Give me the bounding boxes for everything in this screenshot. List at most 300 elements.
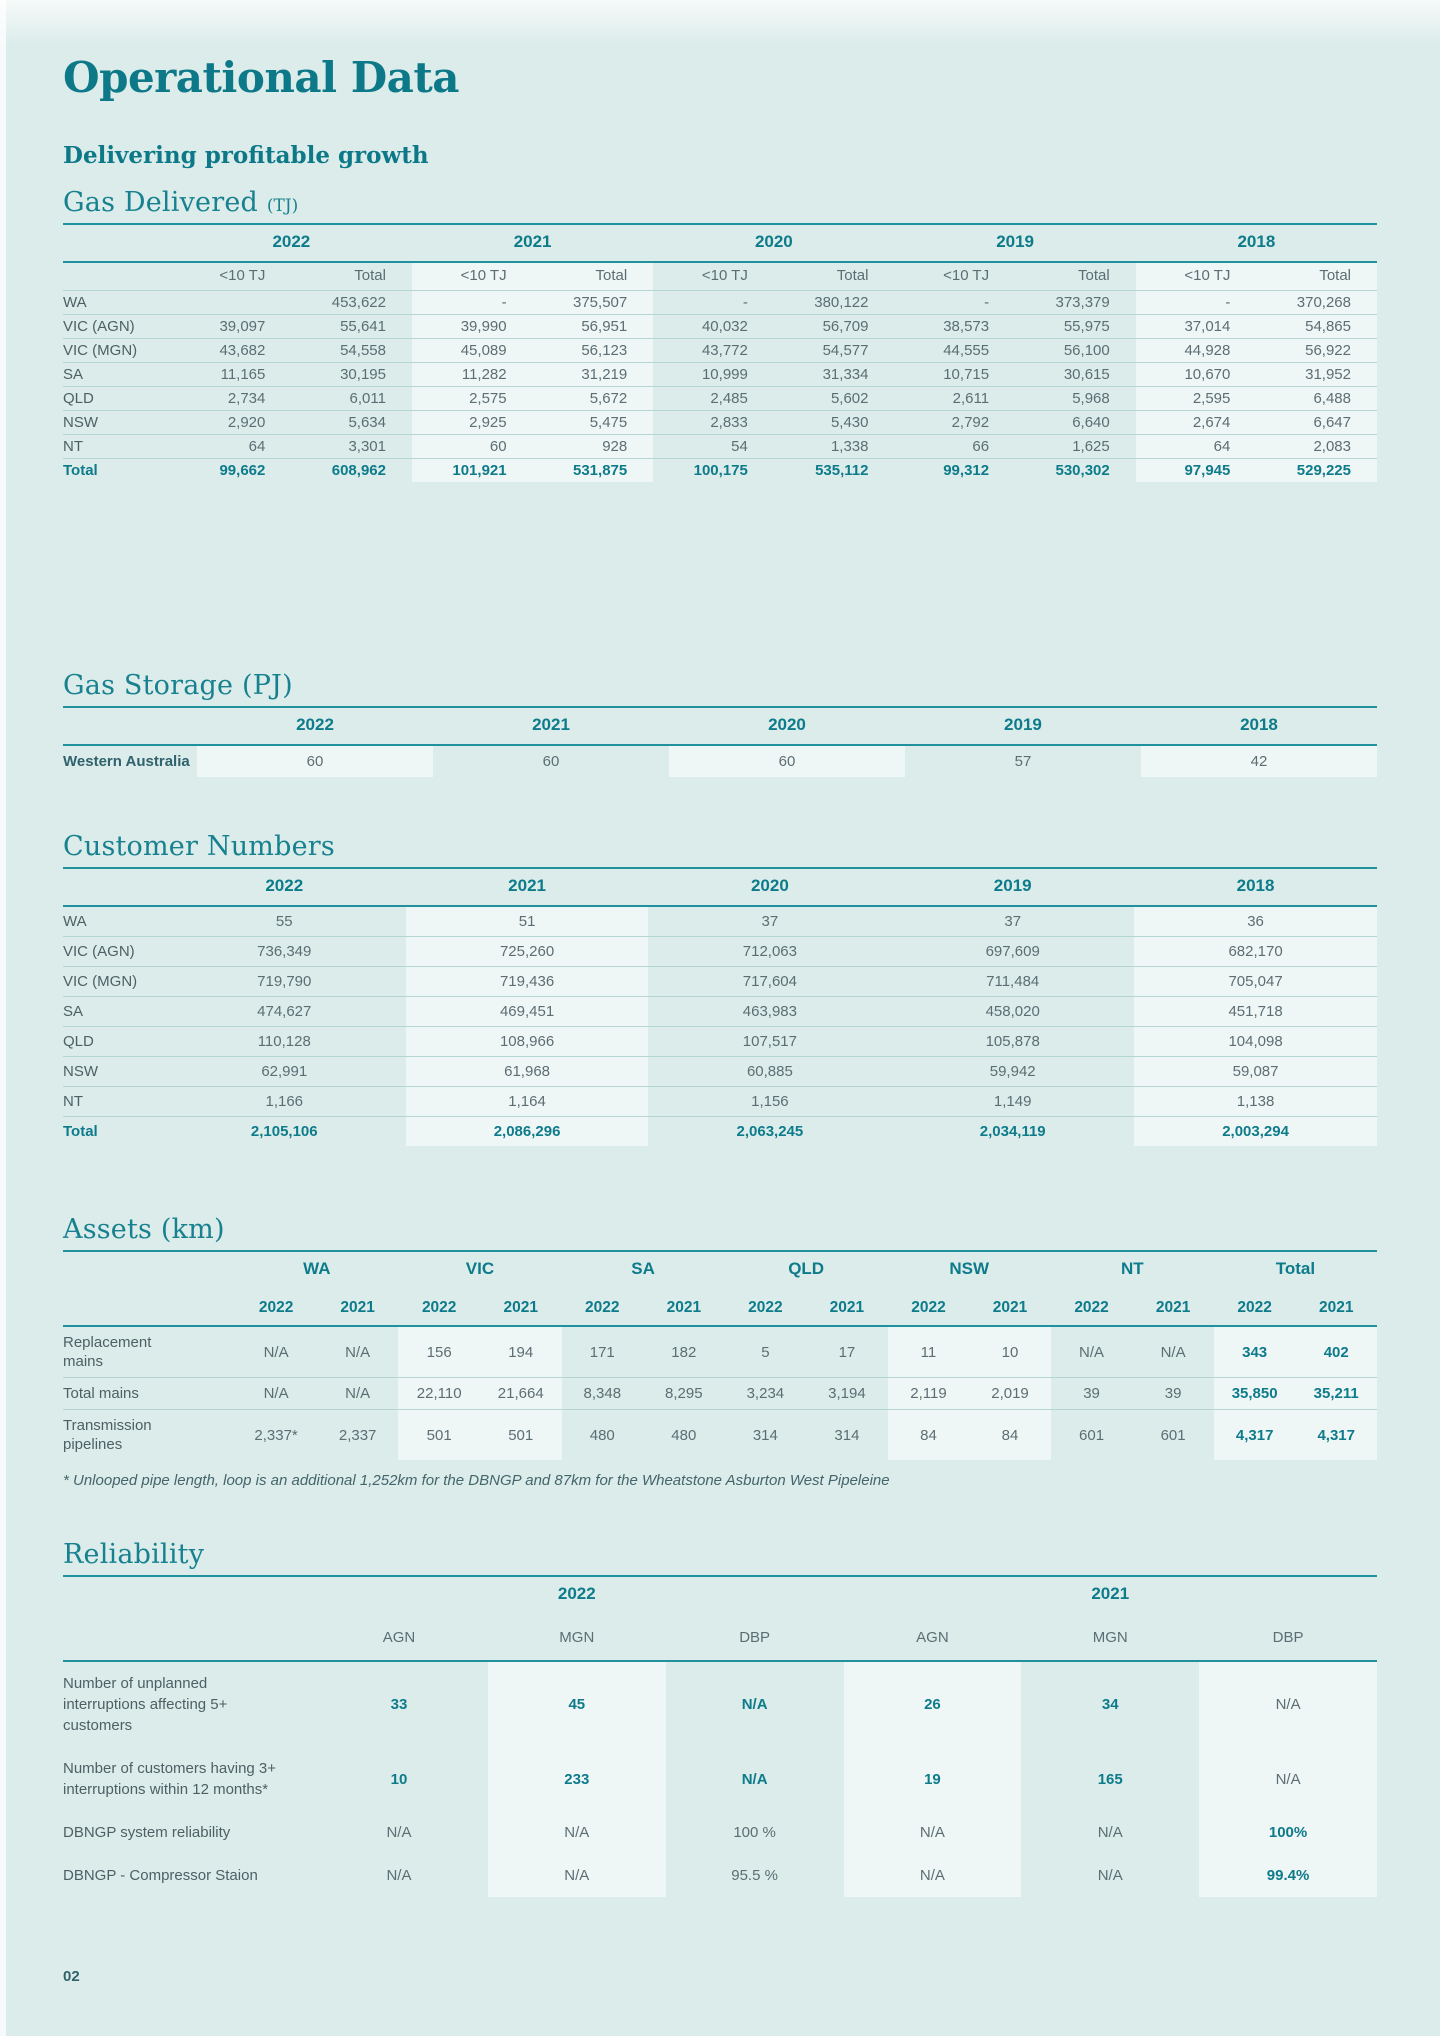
value-cell: N/A: [1199, 1747, 1377, 1811]
value-cell: 2,674: [1136, 411, 1257, 435]
year-header: 2018: [1134, 868, 1377, 906]
value-cell: 54: [653, 435, 774, 459]
table-row: [63, 315, 1377, 339]
value-cell: 10,999: [653, 363, 774, 387]
value-cell: 22,110: [398, 1378, 480, 1410]
value-cell: 56,100: [1015, 339, 1136, 363]
value-cell: 95.5 %: [731, 1867, 778, 1885]
row-label: VIC (MGN): [63, 339, 171, 363]
value-cell: [171, 291, 292, 315]
value-cell: 6,488: [1256, 387, 1377, 411]
value-cell: 60: [412, 435, 533, 459]
year-header: 2022: [171, 224, 412, 262]
value-cell: 3,301: [291, 435, 412, 459]
value-cell: 2,003,294: [1134, 1117, 1377, 1147]
value-cell: 55,975: [1015, 315, 1136, 339]
value-cell: 57: [1014, 753, 1032, 771]
value-cell: 60: [197, 745, 433, 777]
year-header: 2018: [1136, 224, 1377, 262]
gas-delivered-unit: (TJ): [266, 196, 299, 217]
value-cell: 101,921: [412, 459, 533, 483]
value-cell: 2,019: [969, 1378, 1051, 1410]
value-cell: 45: [488, 1661, 666, 1747]
value-cell: 108,966: [406, 1027, 649, 1057]
section-gas-delivered: [63, 187, 1377, 482]
subcolumn-header: <10 TJ: [943, 267, 990, 285]
value-cell: N/A: [844, 1811, 1022, 1854]
region-header: WA: [303, 1259, 331, 1279]
value-cell: 30,195: [291, 363, 412, 387]
value-cell: 1,625: [1015, 435, 1136, 459]
page-title: Operational Data: [63, 53, 459, 102]
column-header: [63, 707, 197, 745]
value-cell: 2,925: [412, 411, 533, 435]
region-header: Total: [1275, 1259, 1316, 1279]
year-header: 2021: [480, 1288, 562, 1326]
column-header: [63, 1288, 235, 1326]
value-cell: 402: [1295, 1326, 1377, 1378]
value-cell: 59,087: [1134, 1057, 1377, 1087]
column-header: [63, 262, 171, 291]
table-row: [63, 339, 1377, 363]
gas-delivered-heading: [63, 187, 1377, 218]
year-header: 2022: [235, 1288, 317, 1326]
value-cell: 182: [671, 1343, 697, 1361]
table-row: [63, 291, 1377, 315]
value-cell: 725,260: [406, 937, 649, 967]
value-cell: N/A: [317, 1378, 399, 1410]
value-cell: 6,640: [1015, 411, 1136, 435]
column-header: [63, 224, 171, 262]
row-label: Number of unplanned interruptions affecting 5+ customers: [63, 1675, 228, 1735]
region-header: NSW: [949, 1259, 990, 1279]
value-cell: 43,682: [171, 339, 292, 363]
table-row: [63, 435, 1377, 459]
value-cell: 10,670: [1136, 363, 1257, 387]
value-cell: 30,615: [1015, 363, 1136, 387]
value-cell: 1,138: [1134, 1087, 1377, 1117]
table-row: [63, 1326, 1377, 1378]
row-label: QLD: [63, 1027, 163, 1057]
value-cell: N/A: [386, 1824, 412, 1842]
subcolumn-header: Total: [1078, 267, 1110, 285]
row-label: Western Australia: [63, 753, 190, 771]
subcolumn-header: <10 TJ: [412, 262, 533, 291]
value-cell: N/A: [844, 1854, 1022, 1897]
year-header: 2020: [648, 868, 891, 906]
value-cell: N/A: [263, 1343, 289, 1361]
value-cell: 64: [171, 435, 292, 459]
subcolumn-header: Total: [354, 267, 386, 285]
subcolumn-header: <10 TJ: [219, 267, 266, 285]
value-cell: 530,302: [1015, 459, 1136, 483]
year-header: 2021: [412, 224, 653, 262]
year-header: 2021: [1295, 1288, 1377, 1326]
region-header: NT: [1120, 1259, 1144, 1279]
value-cell: 56,951: [533, 315, 654, 339]
value-cell: 35,211: [1295, 1378, 1377, 1410]
value-cell: 51: [406, 906, 649, 937]
value-cell: 99,312: [894, 459, 1015, 483]
value-cell: 171: [589, 1343, 615, 1361]
value-cell: 35,850: [1214, 1378, 1296, 1410]
table-row: [63, 967, 1377, 997]
table-row: [63, 1057, 1377, 1087]
value-cell: 107,517: [648, 1027, 891, 1057]
header-row: [63, 1613, 1377, 1661]
value-cell: -: [412, 291, 533, 315]
value-cell: 105,878: [891, 1027, 1134, 1057]
value-cell: 529,225: [1256, 459, 1377, 483]
value-cell: 370,268: [1256, 291, 1377, 315]
year-header: 2018: [1141, 707, 1377, 745]
value-cell: 2,611: [894, 387, 1015, 411]
value-cell: 8,348: [562, 1378, 644, 1410]
value-cell: N/A: [345, 1343, 371, 1361]
value-cell: N/A: [488, 1811, 666, 1854]
region-header: SA: [631, 1259, 655, 1279]
table-row: [63, 1811, 1377, 1854]
value-cell: 373,379: [1015, 291, 1136, 315]
row-label: NSW: [63, 1057, 163, 1087]
row-label: Replacement mains: [63, 1334, 152, 1371]
value-cell: 2,920: [171, 411, 292, 435]
gas-storage-table: [63, 706, 1377, 777]
value-cell: N/A: [1160, 1343, 1186, 1361]
value-cell: 39,990: [412, 315, 533, 339]
table-row: [63, 411, 1377, 435]
value-cell: N/A: [235, 1378, 317, 1410]
page-subtitle: Delivering profitable growth: [63, 142, 429, 170]
row-label: VIC (MGN): [63, 967, 163, 997]
value-cell: 31,219: [533, 363, 654, 387]
header-row: [63, 224, 1377, 262]
operator-header: MGN: [488, 1613, 666, 1661]
value-cell: 5,672: [533, 387, 654, 411]
row-label: Number of customers having 3+ interruptions within 12 months*: [63, 1760, 277, 1799]
value-cell: 156: [398, 1326, 480, 1378]
value-cell: 84: [888, 1410, 970, 1461]
year-header: 2019: [894, 224, 1135, 262]
subcolumn-header: <10 TJ: [1136, 262, 1257, 291]
year-header: 2022: [725, 1288, 807, 1326]
year-header: 2021: [1132, 1288, 1214, 1326]
value-cell: 31,334: [774, 363, 895, 387]
value-cell: 62,991: [163, 1057, 406, 1087]
value-cell: 1,338: [774, 435, 895, 459]
year-header: 2022: [163, 868, 406, 906]
value-cell: 380,122: [774, 291, 895, 315]
reliability-table: [63, 1575, 1377, 1897]
value-cell: 39: [1132, 1378, 1214, 1410]
value-cell: 2,105,106: [163, 1117, 406, 1147]
value-cell: N/A: [741, 1770, 768, 1788]
value-cell: 40,032: [653, 315, 774, 339]
row-label: NSW: [63, 411, 171, 435]
row-label: WA: [63, 291, 171, 315]
value-cell: 501: [480, 1410, 562, 1461]
operator-header: DBP: [1199, 1613, 1377, 1661]
value-cell: 42: [1141, 745, 1377, 777]
table-row: [63, 1661, 1377, 1747]
value-cell: 44,928: [1136, 339, 1257, 363]
value-cell: 705,047: [1134, 967, 1377, 997]
table-row: [63, 1087, 1377, 1117]
header-row: [63, 1251, 1377, 1288]
value-cell: N/A: [1097, 1867, 1123, 1885]
value-cell: 458,020: [891, 997, 1134, 1027]
header-row: [63, 1576, 1377, 1613]
table-row: [63, 937, 1377, 967]
value-cell: 55,641: [291, 315, 412, 339]
value-cell: 39,097: [171, 315, 292, 339]
year-header: 2021: [806, 1288, 888, 1326]
year-header: 2021: [1091, 1584, 1130, 1604]
value-cell: 3,194: [806, 1378, 888, 1410]
table-row: [63, 1747, 1377, 1811]
value-cell: 712,063: [648, 937, 891, 967]
table-row: [63, 387, 1377, 411]
value-cell: 601: [1132, 1410, 1214, 1461]
column-header: [63, 868, 163, 906]
table-row: [63, 459, 1377, 483]
value-cell: 34: [1101, 1696, 1119, 1714]
value-cell: 233: [488, 1747, 666, 1811]
page-number: 02: [63, 1968, 80, 1985]
value-cell: 5: [761, 1343, 770, 1361]
value-cell: 54,865: [1256, 315, 1377, 339]
row-label: DBNGP - Compressor Staion: [63, 1867, 258, 1885]
value-cell: 3,234: [725, 1378, 807, 1410]
year-header: 2020: [669, 707, 905, 745]
operator-header: DBP: [666, 1613, 844, 1661]
value-cell: 531,875: [533, 459, 654, 483]
section-assets: [63, 1214, 1377, 1489]
year-header: 2022: [557, 1584, 596, 1604]
value-cell: 33: [390, 1696, 408, 1714]
value-cell: 717,604: [648, 967, 891, 997]
value-cell: 6,011: [291, 387, 412, 411]
value-cell: 2,792: [894, 411, 1015, 435]
value-cell: 2,337: [317, 1410, 399, 1461]
value-cell: 474,627: [163, 997, 406, 1027]
year-header: 2021: [969, 1288, 1051, 1326]
value-cell: 56,709: [774, 315, 895, 339]
row-label: QLD: [63, 387, 171, 411]
value-cell: 64: [1136, 435, 1257, 459]
value-cell: 194: [480, 1326, 562, 1378]
year-header: 2021: [643, 1288, 725, 1326]
row-label: Total: [63, 1117, 163, 1147]
value-cell: 1,166: [163, 1087, 406, 1117]
value-cell: 19: [844, 1747, 1022, 1811]
value-cell: 84: [969, 1410, 1051, 1461]
year-header: 2019: [905, 707, 1141, 745]
row-label: SA: [63, 997, 163, 1027]
value-cell: 5,602: [774, 387, 895, 411]
row-label: SA: [63, 363, 171, 387]
value-cell: 1,156: [648, 1087, 891, 1117]
table-row: [63, 1027, 1377, 1057]
value-cell: 711,484: [891, 967, 1134, 997]
row-label: Total: [63, 459, 171, 483]
value-cell: 11: [888, 1326, 970, 1378]
value-cell: 451,718: [1134, 997, 1377, 1027]
value-cell: 1,149: [891, 1087, 1134, 1117]
value-cell: 36: [1134, 906, 1377, 937]
value-cell: 38,573: [894, 315, 1015, 339]
value-cell: N/A: [1199, 1661, 1377, 1747]
value-cell: 2,034,119: [891, 1117, 1134, 1147]
section-customer-numbers: [63, 831, 1377, 1146]
row-label: VIC (AGN): [63, 937, 163, 967]
value-cell: 2,485: [653, 387, 774, 411]
header-row: [63, 1288, 1377, 1326]
year-header: 2022: [398, 1288, 480, 1326]
value-cell: 314: [725, 1410, 807, 1461]
header-row: [63, 707, 1377, 745]
value-cell: 4,317: [1295, 1410, 1377, 1461]
value-cell: N/A: [1097, 1824, 1123, 1842]
value-cell: 601: [1051, 1410, 1133, 1461]
year-header: 2022: [197, 707, 433, 745]
value-cell: 60: [542, 753, 560, 771]
value-cell: 99,662: [171, 459, 292, 483]
value-cell: 2,595: [1136, 387, 1257, 411]
value-cell: 608,962: [291, 459, 412, 483]
value-cell: 469,451: [406, 997, 649, 1027]
value-cell: 5,968: [1015, 387, 1136, 411]
value-cell: N/A: [386, 1867, 412, 1885]
row-label: DBNGP system reliability: [63, 1824, 231, 1842]
customer-numbers-table: [63, 867, 1377, 1146]
gas-delivered-table: [63, 223, 1377, 482]
value-cell: 60,885: [648, 1057, 891, 1087]
value-cell: 2,083: [1256, 435, 1377, 459]
year-header: 2021: [317, 1288, 399, 1326]
value-cell: 4,317: [1214, 1410, 1296, 1461]
gas-delivered-heading-text: Gas Delivered: [63, 187, 259, 219]
value-cell: 314: [806, 1410, 888, 1461]
operator-header: MGN: [1021, 1613, 1199, 1661]
value-cell: 61,968: [406, 1057, 649, 1087]
value-cell: 2,734: [171, 387, 292, 411]
assets-heading: Assets (km): [63, 1214, 225, 1246]
subcolumn-header: Total: [836, 267, 869, 285]
value-cell: 44,555: [894, 339, 1015, 363]
value-cell: 39: [1051, 1378, 1133, 1410]
value-cell: 54,558: [291, 339, 412, 363]
year-header: 2021: [433, 707, 669, 745]
section-reliability: [63, 1539, 1377, 1897]
value-cell: 5,430: [774, 411, 895, 435]
value-cell: N/A: [488, 1854, 666, 1897]
table-row: [63, 745, 1377, 777]
subcolumn-header: Total: [1256, 262, 1377, 291]
value-cell: 2,063,245: [648, 1117, 891, 1147]
customer-numbers-heading: Customer Numbers: [63, 831, 335, 863]
row-label: Transmission pipelines: [63, 1410, 235, 1461]
value-cell: 43,772: [653, 339, 774, 363]
value-cell: 55: [275, 913, 293, 931]
assets-footnote: * Unlooped pipe length, loop is an additional 1,252km for the DBNGP and 87km for the Wheatstone Asburton West Pipeleine: [63, 1472, 890, 1490]
row-label: NT: [63, 435, 171, 459]
year-header: 2022: [888, 1288, 970, 1326]
column-header: [63, 1576, 310, 1613]
value-cell: 59,942: [891, 1057, 1134, 1087]
value-cell: 480: [562, 1410, 644, 1461]
value-cell: 37: [761, 913, 779, 931]
value-cell: 97,945: [1136, 459, 1257, 483]
value-cell: -: [1136, 291, 1257, 315]
row-label: VIC (AGN): [63, 315, 171, 339]
value-cell: 60: [669, 745, 905, 777]
value-cell: 2,086,296: [406, 1117, 649, 1147]
value-cell: 463,983: [648, 997, 891, 1027]
value-cell: 501: [398, 1410, 480, 1461]
value-cell: 100%: [1199, 1811, 1377, 1854]
value-cell: 535,112: [774, 459, 895, 483]
subcolumn-header: Total: [533, 262, 654, 291]
table-row: [63, 1854, 1377, 1897]
value-cell: 10,715: [894, 363, 1015, 387]
value-cell: 480: [643, 1410, 725, 1461]
value-cell: 928: [533, 435, 654, 459]
value-cell: 54,577: [774, 339, 895, 363]
value-cell: 2,119: [888, 1378, 970, 1410]
table-row: [63, 1117, 1377, 1147]
value-cell: 21,664: [480, 1378, 562, 1410]
value-cell: 37,014: [1136, 315, 1257, 339]
value-cell: 110,128: [163, 1027, 406, 1057]
value-cell: 8,295: [643, 1378, 725, 1410]
row-label: NT: [63, 1087, 163, 1117]
operator-header: AGN: [844, 1613, 1022, 1661]
value-cell: 453,622: [291, 291, 412, 315]
year-header: 2019: [891, 868, 1134, 906]
table-row: [63, 1378, 1377, 1410]
value-cell: 2,575: [412, 387, 533, 411]
year-header: 2022: [1051, 1288, 1133, 1326]
row-label: Total mains: [63, 1378, 235, 1410]
header-row: [63, 262, 1377, 291]
value-cell: 31,952: [1256, 363, 1377, 387]
region-header: QLD: [788, 1259, 825, 1279]
value-cell: 11,165: [171, 363, 292, 387]
value-cell: 10: [390, 1770, 408, 1788]
value-cell: 719,436: [406, 967, 649, 997]
value-cell: 2,833: [653, 411, 774, 435]
value-cell: 165: [1097, 1770, 1123, 1788]
value-cell: 56,123: [533, 339, 654, 363]
assets-table: [63, 1250, 1377, 1460]
value-cell: 682,170: [1134, 937, 1377, 967]
table-row: [63, 906, 1377, 937]
gas-storage-heading: Gas Storage (PJ): [63, 670, 293, 702]
value-cell: 66: [894, 435, 1015, 459]
column-header: [63, 1613, 310, 1661]
value-cell: 104,098: [1134, 1027, 1377, 1057]
value-cell: 45,089: [412, 339, 533, 363]
value-cell: 100 %: [733, 1824, 776, 1842]
value-cell: 6,647: [1256, 411, 1377, 435]
table-row: [63, 997, 1377, 1027]
value-cell: 719,790: [163, 967, 406, 997]
value-cell: -: [894, 291, 1015, 315]
value-cell: 5,475: [533, 411, 654, 435]
value-cell: 5,634: [291, 411, 412, 435]
value-cell: N/A: [741, 1696, 768, 1714]
